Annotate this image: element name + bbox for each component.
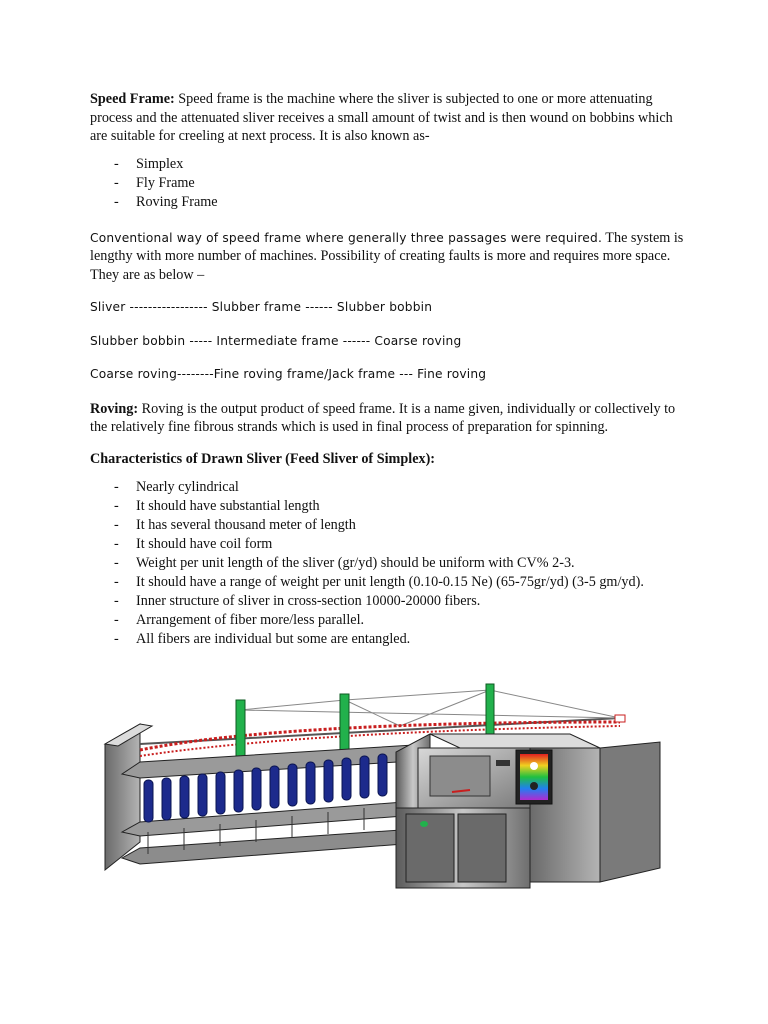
passage-line-1: Sliver ----------------- Slubber frame ------ Slubber bobbin [90,300,433,314]
list-item: - Nearly cylindrical [114,479,239,495]
list-item: - Fly Frame [114,174,195,191]
characteristics-heading: Characteristics of Drawn Sliver (Feed Sliver of Simplex): [90,450,436,467]
conventional-intro-hand: Conventional way of speed frame where generally three passages were required. [90,230,603,245]
conventional-intro-rest: The system is lengthy with more number of machines. Possibility of creating faults is more and requires more space. They are as below – [90,229,684,283]
list-item: - Weight per unit length of the sliver (gr/yd) should be uniform with CV% 2-3. [114,555,575,571]
list-item: - It should have a range of weight per unit length (0.10-0.15 Ne) (65-75gr/yd) (3-5 gm/yd). [114,574,644,590]
characteristics-list [90,478,690,649]
roving-term: Roving: [90,400,139,417]
speed-frame-paragraph [90,90,690,146]
list-item: - Arrangement of fiber more/less parallel. [114,612,365,628]
list-item: - It should have substantial length [114,498,320,514]
passage-line-3: Coarse roving--------Fine roving frame/Jack frame --- Fine roving [90,367,487,381]
passage-line-2: Slubber bobbin ----- Intermediate frame ------ Coarse roving [90,333,462,348]
list-item: - It has several thousand meter of length [114,517,356,533]
document-page [90,90,690,649]
conventional-paragraph [90,229,690,285]
speed-frame-machine-illustration [100,682,670,894]
speed-frame-term: Speed Frame: [90,91,175,107]
roving-paragraph [90,400,690,437]
headstock [396,734,660,888]
list-item: - It should have coil form [114,536,273,552]
list-item: - Inner structure of sliver in cross-section 10000-20000 fibers. [114,593,481,609]
speed-frame-aka-list [90,155,690,212]
list-item: - All fibers are individual but some are entangled. [114,631,411,647]
roving-definition: Roving is the output product of speed frame. It is a name given, individually or collectively to the relatively fine fibrous strands which is used in final process of preparation for spinning. [90,400,676,435]
list-item: - Simplex [114,155,184,172]
speed-frame-definition: Speed frame is the machine where the sliver is subjected to one or more attenuating process and the attenuated sliver receives a small amount of twist and is then wound on bobbins which are suitable for creeling at next process. It is also known as- [90,91,673,144]
list-item: - Roving Frame [114,193,218,210]
